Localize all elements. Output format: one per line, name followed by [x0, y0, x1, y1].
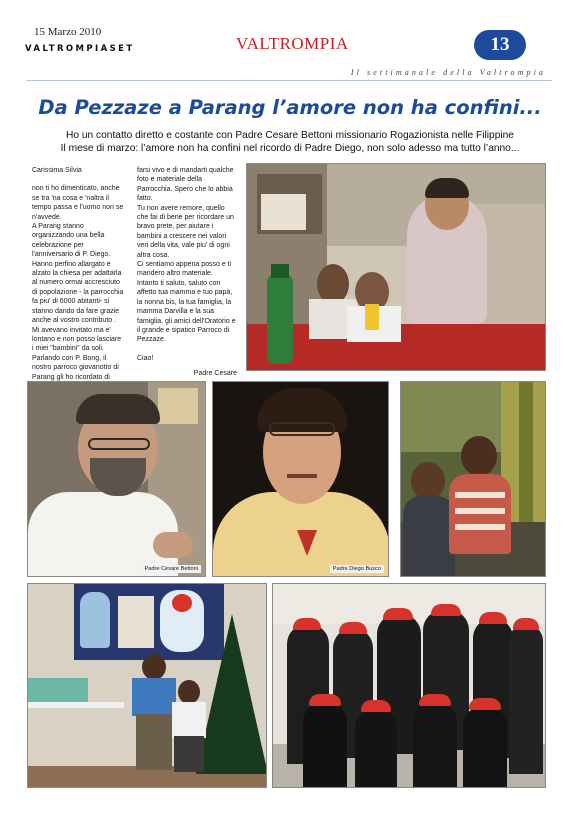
photo-priest-with-children [246, 163, 546, 371]
article-column-1 [32, 166, 124, 382]
page-number-badge: 13 [474, 30, 526, 60]
masthead-title: VALTROMPIA [236, 34, 349, 53]
issue-date: 15 Marzo 2010 [34, 26, 102, 38]
paragraph: farsi vivo e di mandarti qualche foto e materiale della Parrocchia. Spero che lo abbia fatto. [137, 167, 234, 203]
signature: Padre Cesare [193, 370, 237, 378]
paragraph: Tu non avere remore, quello che fai di bene per ricordare un bravo prete, per aiutare i bambini a crescere nei valori veri della vita, vale piu' di ogni altra cosa. [137, 204, 234, 259]
photo-padre-cesare [27, 381, 206, 577]
salutation: Carissima Silvia [32, 167, 82, 174]
photo-children-christmas-tree [27, 583, 267, 788]
paragraph: non ti ho dimenticato, anche se tra 'na cosa e 'naltra il tempo passa e l'uomo non se n'avvede. [32, 185, 124, 221]
article-subheading-2: Il mese di marzo: l’amore non ha confini nel ricordo di Padre Diego, non solo adesso ma tutto l’anno... [60, 143, 520, 154]
brand-logo-small: VALTROMPIASET [25, 44, 135, 54]
paragraph: A Parang stanno organizzando una bella celebrazione per l'anniversario di P. Diego. Hanno perfino allargato e alzato la chiesa per adattarla al numero ormai accresciuto di popolazione - la parrocchia fa piu' di 6000 abitanti- si stanno dando da fare grazie anche al vostro contributo . [32, 223, 124, 325]
closing: Ciao! [137, 354, 154, 362]
photo-caption: Padre Diego Busco [330, 565, 384, 573]
article-subheading-1: Ho un contatto diretto e costante con Padre Cesare Bettoni missionario Rogazionista nelle Filippine [66, 130, 514, 141]
article-column-2 [137, 166, 237, 379]
paragraph: Ci sentiamo appena posso e ti mandero altro materiale. [137, 261, 232, 278]
paragraph: Mi avevano invitato ma e' lontano e non posso lasciare i miei "bambini" da soli. Parlando con P. Bong, il nostro parroco giovanotto di Parang gli ho ricordato di [32, 326, 122, 381]
photo-two-boys [400, 381, 546, 577]
tagline: Il settimanale della Valtrompia [350, 68, 546, 77]
photo-caption: Padre Cesare Bettoni [142, 565, 201, 573]
article-headline: Da Pezzaze a Parang l’amore non ha confini... [38, 96, 542, 119]
photo-group-santa-hats [272, 583, 546, 788]
paragraph: Intanto ti saluto, saluto con affetto tua mamma e tuo papà, la nonna bis, la tua famiglia, la mamma Darvilla e la sua famiglia, gli amici dell'Oratorio e il grande e sipatico Parroco di Pezzaze. [137, 279, 236, 344]
header-rule [26, 80, 552, 81]
photo-padre-diego [212, 381, 389, 577]
